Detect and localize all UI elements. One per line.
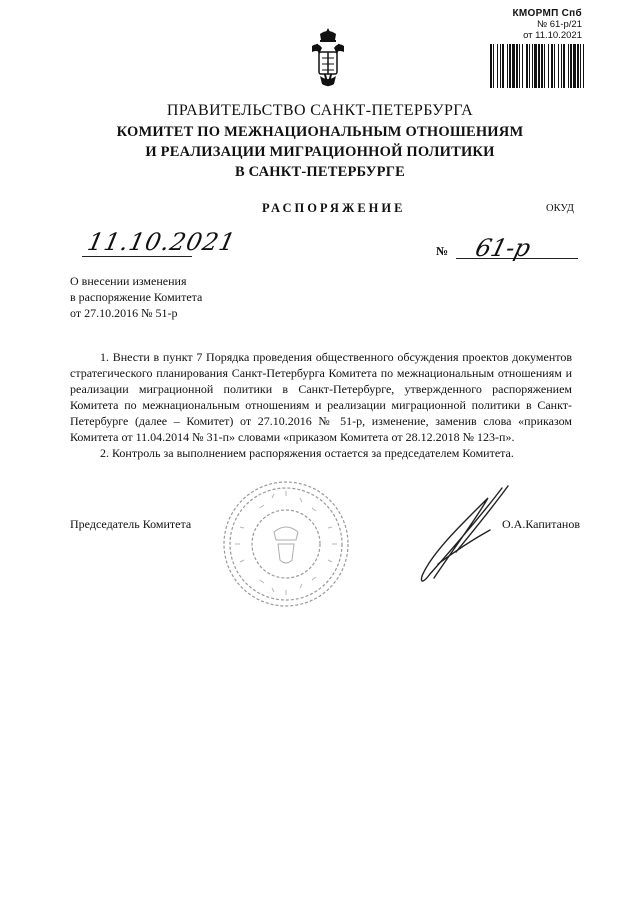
barcode-bar <box>534 44 537 88</box>
barcode-bar <box>541 44 543 88</box>
barcode-bar <box>554 44 555 88</box>
subject-line1: О внесении изменения <box>70 274 187 288</box>
barcode-bar <box>561 44 562 88</box>
subject-line3: от 27.10.2016 № 51-р <box>70 306 178 320</box>
barcode-bar <box>563 44 565 88</box>
handwritten-date: 11.10.2021 <box>85 228 239 256</box>
registration-stamp <box>478 8 582 41</box>
barcode-bar <box>512 44 515 88</box>
barcode-bar <box>570 44 572 88</box>
signatory-position: Председатель Комитета <box>70 517 192 531</box>
barcode-bar <box>500 44 501 88</box>
barcode-bar <box>502 44 504 88</box>
barcode-bar <box>532 44 533 88</box>
barcode-bar <box>493 44 494 88</box>
committee-title-line3: В САНКТ-ПЕТЕРБУРГЕ <box>234 164 406 180</box>
date-underline <box>82 256 192 257</box>
barcode-bar <box>548 44 549 88</box>
document-subject <box>70 273 202 321</box>
barcode-bar <box>568 44 569 88</box>
okud-label: ОКУД <box>546 203 574 214</box>
registration-number: № 61-р/21 <box>536 19 582 30</box>
registration-date: от 11.10.2021 <box>523 30 582 41</box>
barcode-bar <box>529 44 530 88</box>
barcode-bar <box>580 44 581 88</box>
barcode-bar <box>509 44 511 88</box>
barcode-bar <box>497 44 498 88</box>
government-title: ПРАВИТЕЛЬСТВО САНКТ-ПЕТЕРБУРГА <box>166 102 474 119</box>
handwritten-number: 61-р <box>472 234 534 262</box>
committee-title-line1: КОМИТЕТ ПО МЕЖНАЦИОНАЛЬНЫМ ОТНОШЕНИЯМ <box>116 124 524 140</box>
barcode-bar <box>573 44 576 88</box>
round-seal-stamp <box>220 478 352 610</box>
subject-line2: в распоряжение Комитета <box>70 290 203 304</box>
barcode-bar <box>577 44 579 88</box>
barcode-bar <box>526 44 528 88</box>
body-paragraph-1: 1. Внести в пункт 7 Порядка проведения общественного обсуждения проектов документов стратегического планирования Санкт-Петербурга Комитета по межнациональным отношениям и реализации миграционной политики в Санкт-Петербурге, утвержденного распоряжением Комитета по межнациональным отношениям и реализации миграционной политики в Санкт-Петербурге (далее – Комитет) от 27.10.2016 № 51-р, изменение, заменив слова «приказом Комитета от 11.04.2014 № 31-п» словами «приказом Комитета от 28.12.2018 № 123-п». <box>70 350 572 444</box>
barcode-bar <box>551 44 553 88</box>
number-sign: № <box>436 244 449 258</box>
document-type: РАСПОРЯЖЕНИЕ <box>262 201 406 215</box>
coat-of-arms-icon <box>308 26 348 92</box>
body-paragraph-2: 2. Контроль за выполнением распоряжения остается за председателем Комитета. <box>100 446 514 460</box>
registration-org: КМОРМП Спб <box>512 8 582 19</box>
barcode-bar <box>507 44 508 88</box>
committee-title-line2: И РЕАЛИЗАЦИИ МИГРАЦИОННОЙ ПОЛИТИКИ <box>145 144 495 160</box>
barcode-bar <box>516 44 518 88</box>
barcode-bar <box>519 44 520 88</box>
signatory-name: О.А.Капитанов <box>502 517 580 531</box>
barcode-icon <box>490 44 586 88</box>
barcode-bar <box>490 44 492 88</box>
document-body <box>70 349 572 461</box>
handwritten-signature <box>404 482 512 586</box>
barcode-bar <box>558 44 559 88</box>
barcode-bar <box>583 44 584 88</box>
barcode-bar <box>544 44 545 88</box>
barcode-bar <box>538 44 540 88</box>
barcode-bar <box>522 44 523 88</box>
